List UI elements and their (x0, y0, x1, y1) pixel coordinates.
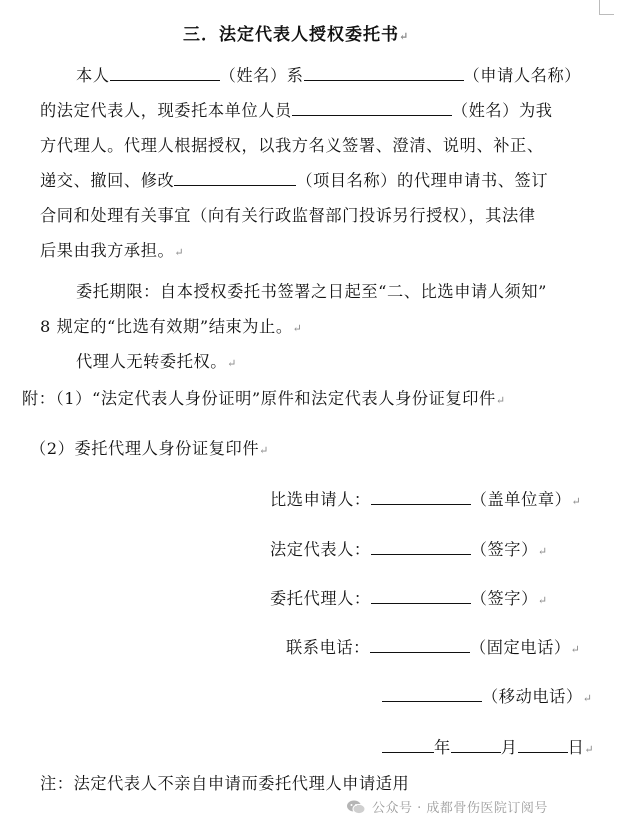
body-line-9 (76, 348, 237, 372)
signature-phone-row (286, 634, 581, 658)
phone-fixed-note: （固定电话） (469, 638, 571, 657)
line8-text: 8 规定的“比选有效期”结束为止。 (40, 317, 293, 336)
paragraph-mark: ↵ (227, 357, 237, 370)
rep-note: （签字） (470, 540, 538, 559)
body-line-7: 委托期限：自本授权委托书签署之日起至“二、比选申请人须知” (76, 282, 548, 301)
signature-agent-row (270, 585, 548, 609)
line1-text-a: 本人 (76, 66, 110, 85)
phone-fixed-blank[interactable] (370, 636, 470, 653)
footnote: 注：法定代表人不亲自申请而委托代理人申请适用 (40, 774, 410, 793)
line4-text-a: 递交、撤回、修改 (40, 171, 175, 190)
document-title (183, 20, 409, 45)
body-line-4 (40, 167, 548, 191)
paragraph-mark: ↵ (570, 643, 581, 656)
paragraph-mark: ↵ (584, 743, 595, 756)
phone-mobile-blank[interactable] (382, 685, 482, 702)
paragraph-mark: ↵ (582, 692, 593, 705)
line2-text-a: 的法定代表人，现委托本单位人员 (40, 101, 292, 120)
body-line-6 (40, 237, 184, 261)
staff-name-blank[interactable] (292, 99, 452, 116)
date-row (382, 734, 594, 758)
paragraph-mark: ↵ (174, 246, 185, 259)
paragraph-mark: ↵ (495, 394, 506, 407)
attachment-1-text: 附：（1）“法定代表人身份证明”原件和法定代表人身份证复印件 (22, 389, 496, 408)
rep-blank[interactable] (371, 538, 471, 555)
paragraph-mark: ↵ (537, 545, 548, 558)
line1-text-b: （姓名）系 (219, 66, 304, 85)
year-label: 年 (434, 738, 451, 757)
wechat-icon (346, 799, 366, 819)
body-line-5: 合同和处理有关事宜（向有关行政监督部门投诉另行授权），其法律 (40, 206, 536, 225)
month-blank[interactable] (451, 736, 501, 753)
body-line-2 (40, 97, 553, 121)
agent-blank[interactable] (371, 587, 471, 604)
year-blank[interactable] (382, 736, 434, 753)
phone-label: 联系电话： (286, 638, 370, 657)
page-corner-mark (599, 0, 614, 15)
applicant-blank[interactable] (371, 488, 471, 505)
phone-mobile-note: （移动电话） (482, 687, 583, 706)
paragraph-mark: ↵ (537, 594, 548, 607)
line1-text-c: （申请人名称） (463, 66, 582, 85)
watermark-text: 公众号 · 成都骨伤医院订阅号 (372, 801, 548, 816)
month-label: 月 (500, 738, 518, 757)
paragraph-mark: ↵ (259, 444, 269, 457)
attachment-2-text: （2）委托代理人身份证复印件 (30, 439, 260, 458)
body-line-1 (76, 62, 581, 86)
applicant-label: 比选申请人： (270, 490, 371, 509)
paragraph-mark: ↵ (292, 322, 303, 335)
rep-label: 法定代表人： (270, 540, 371, 559)
signature-mobile-row (382, 683, 593, 707)
day-blank[interactable] (518, 736, 568, 753)
name-blank[interactable] (110, 64, 220, 81)
paragraph-mark: ↵ (571, 495, 582, 508)
line6-text: 后果由我方承担。 (40, 241, 175, 260)
line9-text: 代理人无转委托权。 (76, 352, 228, 371)
applicant-name-blank[interactable] (304, 64, 464, 81)
project-name-blank[interactable] (174, 169, 296, 186)
signature-rep-row (270, 536, 548, 560)
body-line-8 (40, 313, 302, 337)
applicant-note: （盖单位章） (470, 490, 572, 509)
agent-note: （签字） (470, 589, 538, 608)
wechat-watermark (346, 797, 548, 819)
body-line-3: 方代理人。代理人根据授权，以我方名义签署、澄清、说明、补正、 (40, 136, 544, 155)
paragraph-mark: ↵ (399, 30, 410, 43)
title-text: 三．法定代表人授权委托书 (183, 25, 399, 45)
day-label: 日 (567, 738, 585, 757)
signature-applicant-row (270, 486, 581, 510)
line2-text-b: （姓名）为我 (451, 101, 553, 120)
agent-label: 委托代理人： (270, 589, 371, 608)
line4-text-b: （项目名称）的代理申请书、签订 (296, 171, 549, 190)
attachment-line-2 (30, 435, 269, 459)
attachment-line-1 (22, 385, 506, 409)
